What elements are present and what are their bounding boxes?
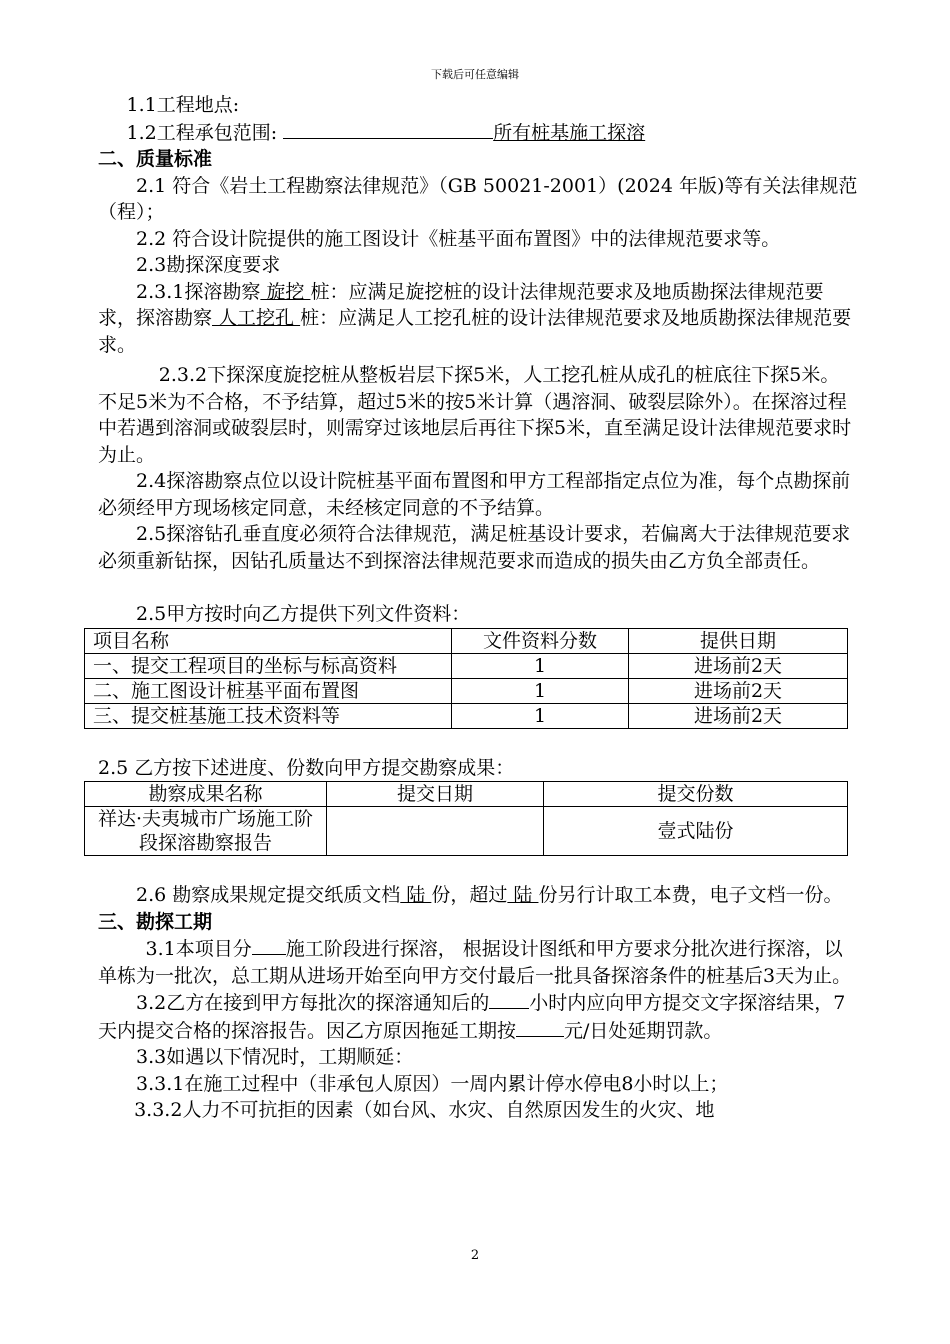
table-row bbox=[85, 653, 848, 678]
table-cell: 一、提交工程项目的坐标与标高资料 bbox=[85, 653, 452, 678]
document-body bbox=[93, 92, 858, 1124]
paper-copies-limit: 陆 bbox=[507, 884, 539, 906]
para-3-2-c: 元/日处延期罚款。 bbox=[564, 1019, 723, 1042]
table-header-cell: 勘察成果名称 bbox=[85, 782, 327, 807]
table-header-cell: 提交份数 bbox=[544, 782, 848, 807]
table-cell: 祥达·夫夷城市广场施工阶段探溶勘察报告 bbox=[85, 807, 327, 856]
table-row bbox=[85, 678, 848, 703]
para-3-1 bbox=[98, 935, 858, 989]
location-line: 1.1工程地点: bbox=[126, 94, 240, 116]
table-row bbox=[85, 703, 848, 728]
scope-blank bbox=[283, 119, 493, 139]
scope-value: 所有桩基施工探溶 bbox=[493, 121, 646, 144]
scope-line bbox=[98, 119, 858, 147]
table-header-cell: 文件资料分数 bbox=[452, 628, 629, 653]
para-2-6-a: 2.6 勘察成果规定提交纸质文档 bbox=[136, 884, 401, 906]
para-2-3-1-a: 2.3.1探溶勘察 bbox=[136, 280, 261, 303]
table-cell: 进场前2天 bbox=[629, 678, 848, 703]
para-2-3-2: 2.3.2下探深度旋挖桩从整板岩层下探5米，人工挖孔桩从成孔的桩底往下探5米。不足5米为不合格，不予结算，超过5米的按5米计算（遇溶洞、破裂层除外）。在探溶过程中若遇到溶洞或破裂层时，则需穿过该地层后再往下探5米，直至满足设计法律规范要求时为止。 bbox=[98, 364, 852, 466]
table-cell bbox=[327, 807, 544, 856]
table-cell: 三、提交桩基施工技术资料等 bbox=[85, 703, 452, 728]
para-2-5: 2.5探溶钻孔垂直度必须符合法律规范，满足桩基设计要求，若偏离大于法律规范要求必须重新钻探，因钻孔质量达不到探溶法律规范要求而造成的损失由乙方负全部责任。 bbox=[98, 523, 851, 572]
section-heading-quality: 二、质量标准 bbox=[98, 148, 213, 170]
table-cell: 进场前2天 bbox=[629, 703, 848, 728]
table-header-row bbox=[85, 628, 848, 653]
para-2-3: 2.3勘探深度要求 bbox=[136, 254, 281, 276]
para-2-4: 2.4探溶勘察点位以设计院桩基平面布置图和甲方工程部指定点位为准，每个点勘探前必须经甲方现场核定同意，未经核定同意的不予结算。 bbox=[98, 470, 851, 519]
para-2-6-c: 份另行计取工本费，电子文档一份。 bbox=[538, 884, 843, 906]
phase-blank bbox=[252, 935, 286, 955]
para-2-5-results: 2.5 乙方按下述进度、份数向甲方提交勘察成果： bbox=[98, 756, 515, 779]
para-2-3-1-b: 桩：应满足旋挖桩的设计法律规范要求及地质勘探法律规范要求，探溶勘察 bbox=[98, 280, 824, 329]
files-table bbox=[84, 628, 848, 729]
table-cell: 1 bbox=[452, 703, 629, 728]
para-2-3-1-c: 桩：应满足人工挖孔桩的设计法律规范要求及地质勘探法律规范要求。 bbox=[98, 307, 852, 356]
para-2-1: 2.1 符合《岩土工程勘察法律规范》（GB 50021-2001）(2024 年版)等有关法律规范（程）； bbox=[98, 174, 858, 223]
table-cell: 壹式陆份 bbox=[544, 807, 848, 856]
header-note: 下载后可任意编辑 bbox=[431, 68, 519, 81]
table-cell: 二、施工图设计桩基平面布置图 bbox=[85, 678, 452, 703]
table-cell: 进场前2天 bbox=[629, 653, 848, 678]
section-heading-schedule: 三、勘探工期 bbox=[98, 910, 213, 933]
table-cell: 1 bbox=[452, 653, 629, 678]
table-header-cell: 项目名称 bbox=[85, 628, 452, 653]
paper-copies: 陆 bbox=[400, 884, 432, 906]
para-3-2-a: 3.2乙方在接到甲方每批次的探溶通知后的 bbox=[136, 992, 490, 1014]
hours-blank bbox=[489, 989, 529, 1009]
para-3-3-1: 3.3.1在施工过程中（非承包人原因）一周内累计停水停电8小时以上； bbox=[136, 1072, 729, 1095]
para-2-3-1 bbox=[98, 279, 858, 359]
table-cell: 1 bbox=[452, 678, 629, 703]
para-3-3-2: 3.3.2人力不可抗拒的因素（如台风、水灾、自然原因发生的火灾、地 bbox=[134, 1099, 715, 1121]
pile-type-rotary: 旋挖 bbox=[260, 280, 311, 303]
table-header-cell: 提供日期 bbox=[629, 628, 848, 653]
para-2-5-files: 2.5甲方按时向乙方提供下列文件资料： bbox=[136, 603, 471, 625]
para-3-2 bbox=[98, 989, 858, 1044]
penalty-blank bbox=[516, 1017, 564, 1037]
table-header-row bbox=[85, 782, 848, 807]
para-2-2: 2.2 符合设计院提供的施工图设计《桩基平面布置图》中的法律规范要求等。 bbox=[136, 227, 781, 250]
results-table bbox=[84, 781, 848, 856]
para-3-1-a: 3.1本项目分 bbox=[145, 938, 252, 960]
para-3-2-b: 小时内应向甲方提交文字探溶结果，7天内提交合格的探溶报告。因乙方原因拖延工期按 bbox=[98, 992, 846, 1042]
table-row bbox=[85, 807, 848, 856]
table-header-cell: 提交日期 bbox=[327, 782, 544, 807]
pile-type-manual: 人工挖孔 bbox=[212, 307, 301, 329]
page-number: 2 bbox=[470, 1248, 480, 1263]
scope-label: 1.2工程承包范围: bbox=[126, 121, 278, 144]
para-3-3: 3.3如遇以下情况时，工期顺延： bbox=[136, 1046, 414, 1068]
para-3-1-b: 施工阶段进行探溶， 根据设计图纸和甲方要求分批次进行探溶，以单栋为一批次，总工期从进场开始至向甲方交付最后一批具备探溶条件的桩基后3天为止。 bbox=[98, 938, 852, 987]
para-2-6-b: 份，超过 bbox=[431, 884, 508, 906]
para-2-6 bbox=[98, 882, 858, 909]
